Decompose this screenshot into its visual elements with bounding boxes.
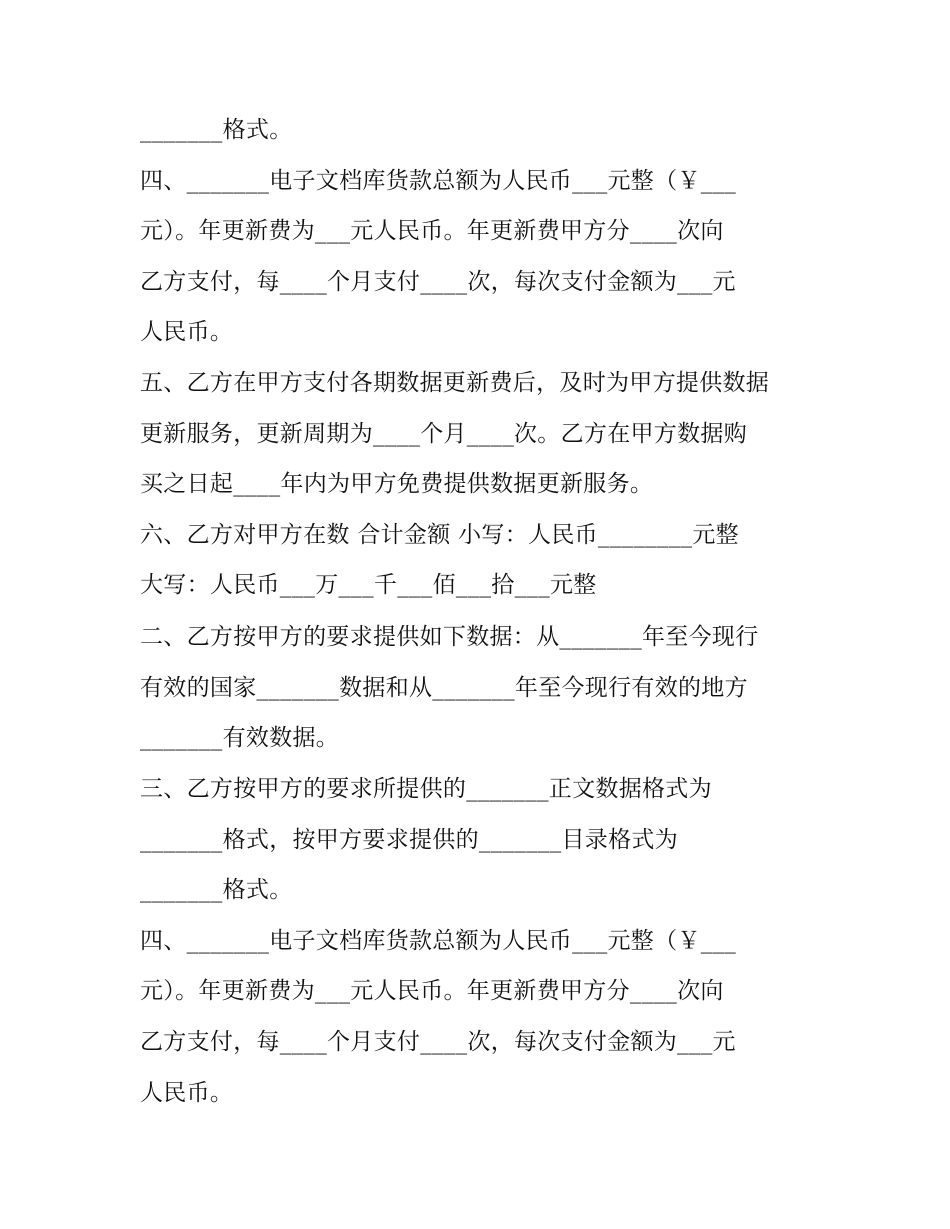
text-line: 三、乙方按甲方的要求所提供的_______正文数据格式为 [140, 776, 712, 802]
text-line: 人民币。 [140, 319, 234, 345]
text-line: 有效的国家_______数据和从_______年至今现行有效的地方 [140, 675, 748, 701]
text-line: 二、乙方按甲方的要求提供如下数据：从_______年至今现行 [140, 624, 759, 650]
text-line: _______有效数据。 [140, 725, 340, 751]
text-line: 乙方支付，每____个月支付____次，每次支付金额为___元 [140, 1029, 736, 1055]
text-line: 六、乙方对甲方在数 合计金额 小写：人民币________元整 [140, 522, 739, 548]
text-line: 元）。年更新费为___元人民币。年更新费甲方分____次向 [140, 218, 724, 244]
text-line: 乙方支付，每____个月支付____次，每次支付金额为___元 [140, 269, 736, 295]
text-line: 四、_______电子文档库货款总额为人民币___元整（￥___ [140, 928, 737, 954]
text-line: 元）。年更新费为___元人民币。年更新费甲方分____次向 [140, 978, 724, 1004]
text-line: 大写：人民币___万___千___佰___拾___元整 [140, 572, 597, 598]
text-line: 四、_______电子文档库货款总额为人民币___元整（￥___ [140, 168, 737, 194]
text-line: _______格式。 [140, 117, 293, 143]
text-line: 更新服务，更新周期为____个月____次。乙方在甲方数据购 [140, 421, 747, 447]
text-line: 五、乙方在甲方支付各期数据更新费后，及时为甲方提供数据 [140, 370, 770, 396]
text-line: _______格式。 [140, 877, 293, 903]
text-line: 人民币。 [140, 1080, 234, 1106]
text-line: _______格式，按甲方要求提供的_______目录格式为 [140, 827, 678, 853]
text-line: 买之日起____年内为甲方免费提供数据更新服务。 [140, 471, 654, 497]
